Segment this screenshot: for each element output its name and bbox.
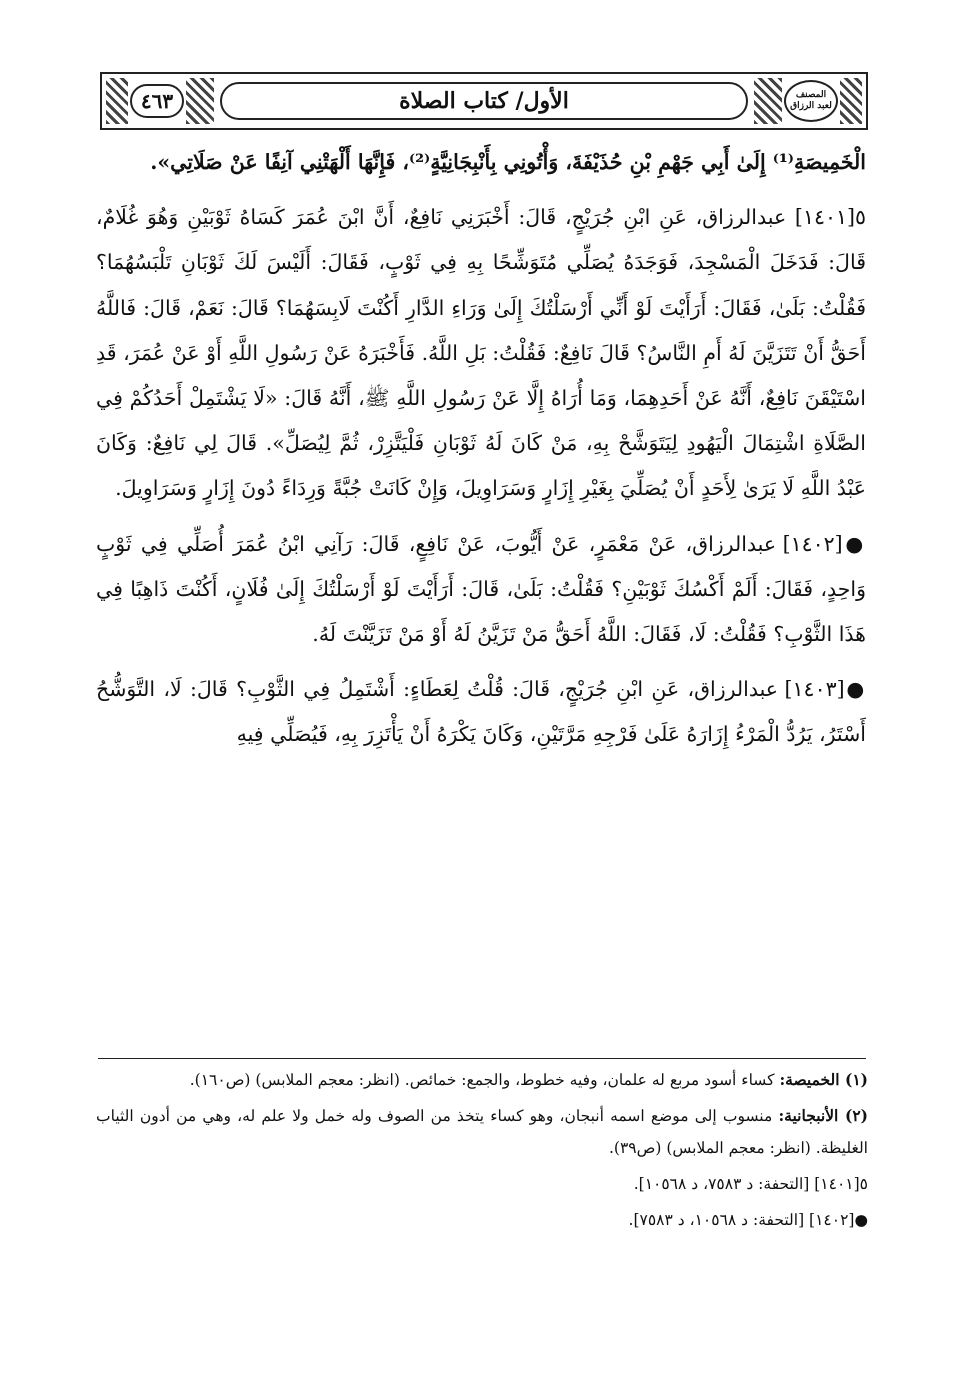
- footnote-2-term: (٢) الأنبجانية:: [778, 1106, 868, 1125]
- ornament-left-outer: [106, 78, 128, 124]
- footnote-4-text: ●[١٤٠٢] [التحفة: د ١٠٥٦٨، د ٧٥٨٣].: [628, 1211, 868, 1229]
- footnote-1: [96, 1064, 868, 1096]
- footnote-2: [96, 1100, 868, 1164]
- footnotes: [96, 1064, 868, 1240]
- footnote-separator: [98, 1058, 866, 1059]
- hadith-1403: ●[١٤٠٣] عبدالرزاق، عَنِ ابْنِ جُرَيْجٍ، قَالَ: قُلْتُ لِعَطَاءٍ: أَشْتَمِلُ فِي الثَّوْبِ؟ قَالَ: لَا، التَّوَشُّحُ أَسْتَرُ، يَرُدُّ الْمَرْءُ إِزَارَهُ عَلَىٰ فَرْجِهِ مَرَّتَيْنِ، وَكَانَ يَكْرَهُ أَنْ يَأْتَزِرَ بِهِ، فَيُصَلِّي فِيهِ: [96, 677, 866, 747]
- ornament-left-inner: [186, 78, 214, 124]
- hadith-1401: ٥[١٤٠١] عبدالرزاق، عَنِ ابْنِ جُرَيْجٍ، قَالَ: أَخْبَرَنِي نَافِعٌ، أَنَّ ابْنَ عُمَرَ كَسَاهُ ثَوْبَيْنِ وَهُوَ غُلَامٌ، قَالَ: فَدَخَلَ الْمَسْجِدَ، فَوَجَدَهُ يُصَلِّي مُتَوَشِّحًا بِهِ فِي ثَوْبٍ، فَقَالَ: أَلَيْسَ لَكَ ثَوْبَانِ تَلْبَسُهُمَا؟ فَقُلْتُ: بَلَىٰ، فَقَالَ: أَرَأَيْتَ لَوْ أَنِّي أَرْسَلْتُكَ إِلَىٰ وَرَاءِ الدَّارِ أَكُنْتَ لَابِسَهُمَا؟ قَالَ: نَعَمْ، قَالَ: فَاللَّهُ أَحَقُّ أَنْ تَتَزَيَّنَ لَهُ أَمِ النَّاسُ؟ قَالَ نَافِعٌ: فَقُلْتُ: بَلِ اللَّهُ. فَأَخْبَرَهُ عَنْ رَسُولِ اللَّهِ أَوْ عَنْ عُمَرَ، قَدِ اسْتَيْقَنَ نَافِعٌ، أَنَّهُ عَنْ أَحَدِهِمَا، وَمَا أُرَاهُ إِلَّا عَنْ رَسُولِ اللَّهِ ﷺ، أَنَّهُ قَالَ: «لَا يَشْتَمِلْ أَحَدُكُمْ فِي الصَّلَاةِ اشْتِمَالَ الْيَهُودِ لِيَتَوَشَّحْ بِهِ، مَنْ كَانَ لَهُ ثَوْبَانِ فَلْيَتَّزِرْ، ثُمَّ لِيُصَلِّ». قَالَ لِي نَافِعٌ: وَكَانَ عَبْدُ اللَّهِ لَا يَرَىٰ لِأَحَدٍ أَنْ يُصَلِّيَ بِغَيْرِ إِزَارٍ وَسَرَاوِيلَ، وَإِنْ كَانَتْ جُبَّةً وَرِدَاءً دُونَ إِزَارٍ وَسَرَاوِيلَ.: [96, 205, 866, 501]
- footnote-3-text: ٥[١٤٠١] [التحفة: د ٧٥٨٣، د ١٠٥٦٨].: [633, 1175, 868, 1193]
- page-number: ٤٦٣: [130, 84, 184, 118]
- footnote-2-text: منسوب إلى موضع اسمه أنبجان، وهو كساء يتخذ من الصوف وله خمل ولا علم له، وهي من أدون الثياب الغليظة. (انظر: معجم الملابس) (ص٣٩).: [96, 1107, 868, 1157]
- footnote-1-text: كساء أسود مربع له علمان، وفيه خطوط، والجمع: خمائص. (انظر: معجم الملابس) (ص١٦٠).: [189, 1071, 780, 1089]
- main-text: [96, 140, 866, 768]
- ornament-right-inner: [754, 78, 782, 124]
- paragraph-continuation: الْخَمِيصَةِ⁽¹⁾ إِلَىٰ أَبِي جَهْمِ بْنِ حُذَيْفَةَ، وَأْتُونِي بِأَنْبِجَانِيَّةٍ⁽²⁾، فَإِنَّهَا أَلْهَتْنِي آنِفًا عَنْ صَلَاتِي».: [150, 150, 866, 174]
- ornament-right-outer: [840, 78, 862, 124]
- hadith-1402: ●[١٤٠٢] عبدالرزاق، عَنْ مَعْمَرٍ، عَنْ أَيُّوبَ، عَنْ نَافِعٍ، قَالَ: رَآنِي ابْنُ عُمَرَ أُصَلِّي فِي ثَوْبٍ وَاحِدٍ، فَقَالَ: أَلَمْ أَكْسُكَ ثَوْبَيْنِ؟ فَقُلْتُ: بَلَىٰ، قَالَ: أَرَأَيْتَ لَوْ أَرْسَلْتُكَ إِلَىٰ فُلَانٍ، أَكُنْتَ ذَاهِبًا فِي هَذَا الثَّوْبِ؟ فَقُلْتُ: لَا، فَقَالَ: اللَّهُ أَحَقُّ مَنْ تَزَيَّنُ لَهُ أَوْ مَنْ تَزَيَّنْتَ لَهُ.: [96, 531, 867, 647]
- running-title: الأول/ كتاب الصلاة: [220, 82, 748, 120]
- logo-line-2: لعبد الرزاق: [790, 101, 832, 111]
- running-header: [100, 72, 868, 130]
- footnote-tuhfa-1402: [96, 1204, 868, 1236]
- footnote-1-term: (١) الخميصة:: [779, 1070, 868, 1089]
- book-logo: [784, 80, 838, 122]
- footnote-tuhfa-1401: [96, 1168, 868, 1200]
- logo-line-1: المصنف: [795, 90, 827, 100]
